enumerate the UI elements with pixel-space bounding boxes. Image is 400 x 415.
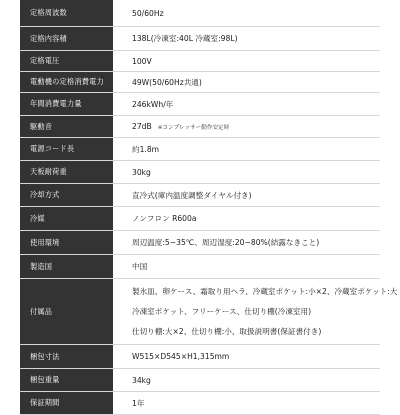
spec-label: 梱包寸法 xyxy=(20,345,113,368)
spec-table xyxy=(20,0,398,415)
spec-row-cooling xyxy=(20,184,380,207)
spec-row-refrigerant xyxy=(20,207,380,231)
spec-value: 50/60Hz xyxy=(132,8,164,18)
spec-label: 使用環境 xyxy=(20,231,113,254)
spec-label: 定格電圧 xyxy=(20,51,113,71)
spec-value: 周辺温度:5~35℃、周辺湿度:20~80%(結露なきこと) xyxy=(132,238,320,247)
spec-value: 1年 xyxy=(132,398,145,408)
spec-row-accessories xyxy=(20,279,398,345)
spec-value: 約1.8m xyxy=(132,144,160,154)
spec-label: 製造国 xyxy=(20,255,113,278)
spec-label: 天板耐荷重 xyxy=(20,161,113,183)
spec-row-environment xyxy=(20,231,380,255)
spec-value: 138L(冷凍室:40L 冷蔵室:98L) xyxy=(132,34,238,43)
spec-label: 梱包重量 xyxy=(20,369,113,391)
spec-label: 駆動音 xyxy=(20,116,113,137)
spec-row-power xyxy=(20,72,380,93)
spec-value xyxy=(113,279,397,344)
spec-label: 付属品 xyxy=(20,279,113,344)
spec-row-capacity xyxy=(20,27,380,51)
spec-value: 34kg xyxy=(132,375,151,385)
spec-value: ノンフロン R600a xyxy=(132,214,197,223)
spec-row-frequency xyxy=(20,0,380,27)
spec-value xyxy=(113,116,380,137)
spec-row-annual-energy xyxy=(20,93,380,116)
spec-value: 直冷式(庫内温度調整ダイヤル付き) xyxy=(132,190,252,200)
spec-label: 年間消費電力量 xyxy=(20,93,113,115)
spec-row-warranty xyxy=(20,392,380,415)
spec-value: 246kWh/年 xyxy=(132,99,174,109)
spec-value: 中国 xyxy=(132,262,148,271)
spec-label: 定格周波数 xyxy=(20,0,113,26)
accessories-line: 仕切り棚:大×2、仕切り棚:小、取扱説明書(保証書付き) xyxy=(132,326,322,336)
spec-value: 49W(50/60Hz共通) xyxy=(132,77,202,87)
spec-row-package-weight xyxy=(20,369,380,392)
spec-row-noise xyxy=(20,116,380,138)
accessories-line: 製氷皿、卵ケース、霜取り用ヘラ、冷蔵室ポケット:小×2、冷蔵室ポケット:大 xyxy=(132,286,398,296)
spec-label: 冷媒 xyxy=(20,207,113,230)
accessories-line: 冷凍室ポケット、フリーケース、仕切り棚(冷凍室用) xyxy=(132,306,312,316)
spec-row-voltage xyxy=(20,51,380,72)
spec-row-top-load xyxy=(20,161,380,184)
spec-label: 冷却方式 xyxy=(20,184,113,206)
spec-value: 30kg xyxy=(132,167,151,177)
spec-label: 電動機の定格消費電力 xyxy=(20,72,113,92)
spec-label: 保証期間 xyxy=(20,392,113,414)
spec-value: W515×D545×H1,315mm xyxy=(132,352,230,361)
spec-label: 電源コード長 xyxy=(20,138,113,160)
spec-value: 100V xyxy=(132,56,152,66)
spec-row-cord-length xyxy=(20,138,380,161)
noise-value: 27dB xyxy=(132,122,152,131)
noise-note: ※コンプレッサー動作安定時 xyxy=(157,124,230,131)
spec-row-package-size xyxy=(20,345,380,369)
spec-label: 定格内容積 xyxy=(20,27,113,50)
spec-row-origin xyxy=(20,255,380,279)
